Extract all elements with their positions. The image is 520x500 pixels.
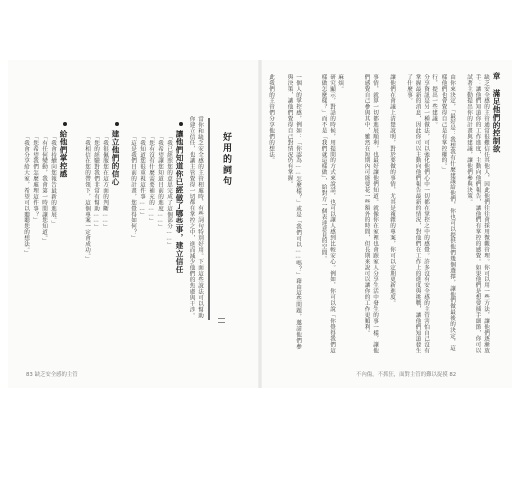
section-2-item: 「您的經驗對我們非常有幫助……」 [93,134,99,230]
right-page [260,60,512,388]
section-1-item: 「我知道您很重視這件事……」 [139,134,145,219]
body-paragraph: 此我們的主管們分享他們的想法。 [268,74,274,164]
section-1-item: 「我已經照您的意思完成了這個部分……」 [166,134,172,248]
section-2-title: 建立他們的信心 [111,130,120,186]
section-bullet [63,122,67,126]
sidebar-intro: 當你和缺乏安全感的主管相處時，有些詞句特別好用。下面這些說法可以幫助你建立信任，也讓主管覺得一切都在掌控之中，進而減少他們的焦慮與干涉。 [188,116,203,319]
section-3-item: 「有任何變動，我會第一時間讓您知道。」 [41,134,47,245]
section-1-item: 「我希望讓您知道目前的進度……」 [157,134,163,230]
left-page [8,60,260,388]
body-paragraph: 事情，就算一切都進展順利，也最好讓他們知道。就像你在家裡也會跟家人分享生活中發生的事一樣，讓他們感覺自己參與其中，雖然在短期內可能要花一些額外的時間，但長期來說可以讓你的工作更順利。 [363,74,378,354]
end-mark [218,318,225,323]
section-1-item: 「您有沒有什麼需要補充的……」 [148,134,154,225]
section-bullet [115,122,119,126]
sidebar-rule [208,118,210,320]
section-1-item: 「這是我們目前的計畫，您覺得如何？」 [130,134,136,242]
section-3-item: 「我會分享給大家，希望可以聽聽您的想法。」 [23,134,29,257]
body-paragraph: 行，提出一些建議。 [431,74,437,128]
section-3-title: 給他們掌控感 [59,130,68,178]
body-paragraph: 分享資訊是另一種做法，可以強化他們心中一切都在掌控之中的感覺。許多沒有安全感的主管害怕自己沒有掌握最新的消息，因此你可以主動向他們報告最新的情況，對他們在工作上的進度與挑戰，讓他們知道發生了什麼事。 [406,74,429,354]
body-paragraph: 麻煩。 [337,74,343,92]
body-paragraph: 缺乏安全感的主管通常很難信任其他人，因此他們往往會採用微觀管理。你可以用一些方法，讓他們逐漸放手：讓他們知道你的工作進度，主動向他們報告，讓他們有掌控的感覺。如果他們是想要插手細節，你可以試著主動提出你的計畫與建議，讓他們參與決策。 [466,74,489,354]
section-3-item: 「我會持續向您報告最新的進展。」 [50,134,56,227]
section-1-title: 讓他們知道你已經做了哪些事，建立信任 [175,130,184,274]
section-2-item: 「我相信在您的帶領下，這個專案一定會成功。」 [84,134,90,263]
body-paragraph: 讓他們在會議上清楚說明，對於要做的事情，尤其是複雜的專案，你可以定期更新進度。 [389,74,395,307]
body-paragraph: 研究顯示，對話的時候，用提問的方式來說話，也可以讓人感到比較安心。例如，你可以說「你覺得我們這樣做怎麼樣？」而不是「我們就這樣做」，給對方一個表達意見的空間。 [320,74,335,354]
sidebar-title: 好用的詞句 [221,132,231,187]
section-3-item: 「您希望我們怎麼處理這件事？」 [32,134,38,224]
right-page-footer: 不內傷，不抓狂，面對主管的難以捉摸 82 [356,372,457,378]
body-paragraph: 一個人的掌控感，例如：「你認為……怎麼樣？」或是「我們可以……嗎？」藉由這些問題，邀請他們參與決策，讓他們覺得自己對情況仍有掌握。 [286,74,301,350]
section-2-item: 「我很佩服您在這方面的判斷……」 [102,134,108,230]
left-page-footer: 83 缺乏安全感的主管 [26,372,78,378]
body-paragraph: 由你來決定，「最好是：我想我有什麼建議給他們，你也可以提供他們幾個選擇，讓他們做最後的決定，這樣他們也會覺得自己是有掌控權的。」 [440,74,455,351]
section-bullet [179,122,183,126]
section-heading: 章 滿足他們的控制欲 [492,72,501,153]
book-spread [8,60,512,388]
